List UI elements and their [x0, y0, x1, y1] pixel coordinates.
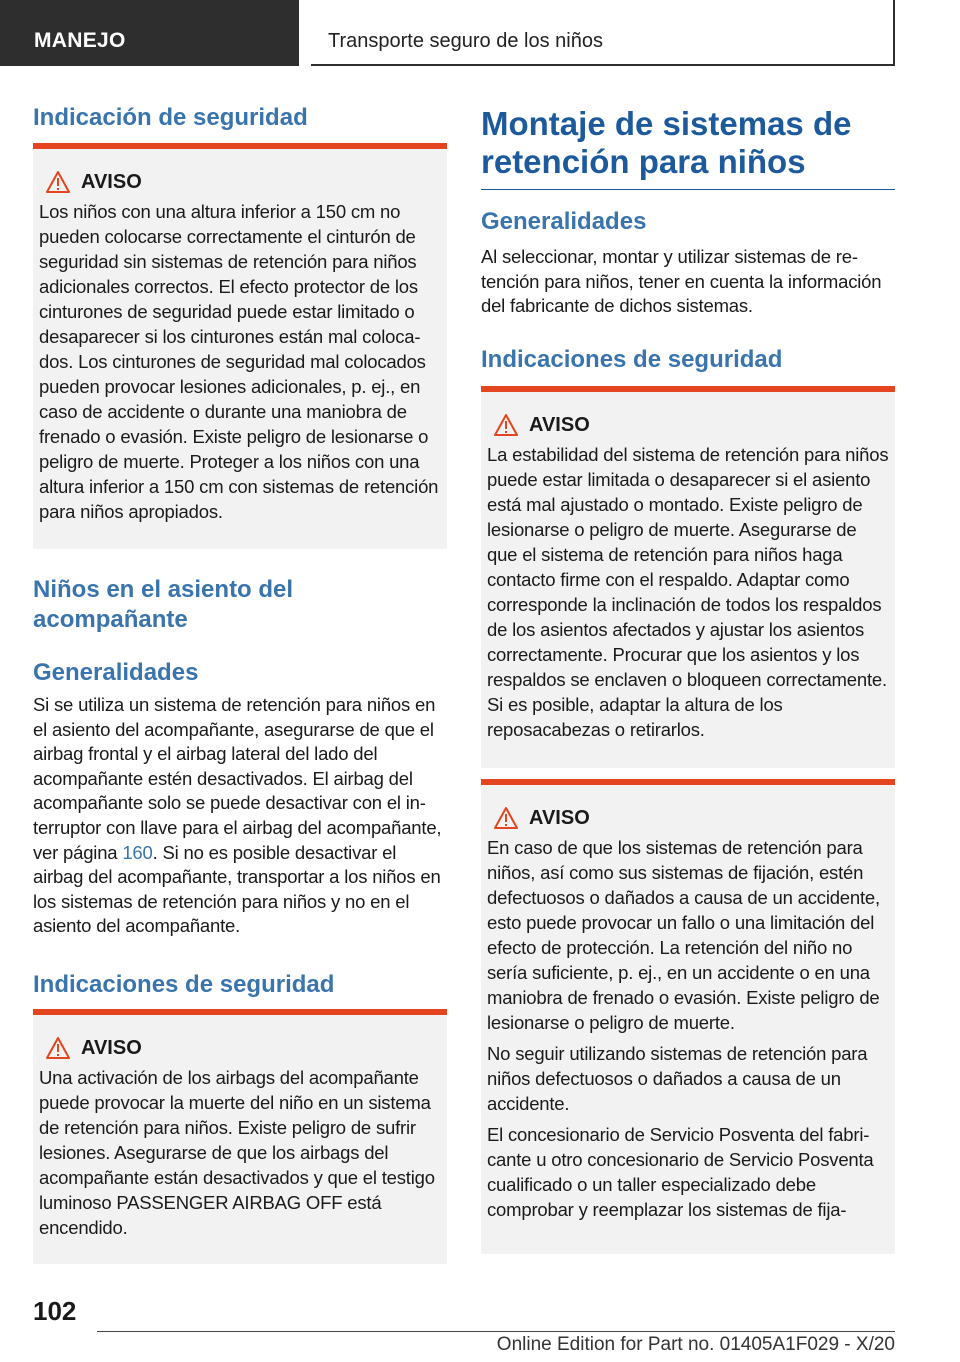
general-text-right: Al seleccionar, montar y utilizar sistemas de retención para niños, tener en cuenta la información del fabricante de dichos sistemas.	[481, 246, 882, 317]
warning-text: Los niños con una altura inferior a 150 cm no pueden colocarse correctamente el cinturón de seguridad sin sistemas de retención para niños adicionales correctos. El efecto protector de los cinturones de seguridad puede estar limitado o desaparecer si los cinturones están mal colocados. Los cinturones de seguridad mal colocados pueden provocar lesiones adicionales, p. ej., en caso de accidente o durante una maniobra de frenado o evasión. Existe peligro de lesionarse o peligro de muerte. Proteger a los niños con una altura inferior a 150 cm con sistemas de retención para niños apropiados.	[39, 201, 439, 522]
general-text-left	[33, 693, 447, 939]
warning-text: Una activación de los airbags del acompañante puede provocar la muerte del niño en un sistema de retención para niños. Existe peligro de sufrir lesiones. Asegurarse de que los airbags del acompañante están desactivados y que el testigo luminoso PASSENGER AIRBAG OFF está encendido.	[39, 1067, 435, 1238]
warning-label: AVISO	[529, 806, 590, 829]
page-number: 102	[33, 1296, 77, 1326]
heading-safety-right: Indicaciones de seguridad	[481, 346, 783, 373]
warning-label: AVISO	[529, 413, 590, 436]
heading-safety-left: Indicaciones de seguridad	[33, 971, 335, 998]
warning-box-stability	[481, 386, 895, 768]
warning-label: AVISO	[81, 170, 142, 193]
warning-triangle-icon	[45, 1036, 71, 1060]
warning-title	[39, 1035, 441, 1061]
heading-safety-indication: Indicación de seguridad	[33, 104, 308, 131]
warning-triangle-icon	[493, 806, 519, 830]
section-tab: MANEJO	[0, 0, 299, 66]
heading-passenger-seat: Niños en el asiento del acompañante	[33, 576, 294, 633]
heading-mounting: Montaje de sistemas de retención para niños	[481, 105, 895, 190]
chapter-title: Transporte seguro de los niños	[311, 0, 895, 66]
warning-text-3: El concesionario de Servicio Posventa del fabricante u otro concesionario de Servicio Posventa cualificado o un taller especializado debe comprobar y reemplazar los sistemas de fija-	[487, 1124, 874, 1220]
warning-title	[39, 169, 441, 195]
warning-box-airbag	[33, 1009, 447, 1264]
heading-general-right: Generalidades	[481, 208, 647, 235]
warning-box-defective	[481, 779, 895, 1254]
warning-title	[487, 805, 889, 831]
warning-triangle-icon	[493, 413, 519, 437]
page-link-160[interactable]: 160	[122, 841, 153, 863]
footer-edition: Online Edition for Part no. 01405A1F029 - X/20	[496, 1334, 895, 1355]
general-text-b: . Si no es posible desactivar el airbag del acompañante, transportar a los niños en los sistemas de retención para niños y no en el asiento del acompañante.	[33, 841, 441, 937]
warning-text-1: En caso de que los sistemas de retención para niños, así como sus sistemas de fijación, estén defectuosos o dañados a causa de un accidente, esto puede provocar un fallo o una limitación del efecto de protección. La retención del niño no sería suficiente, p. ej., en un accidente o en una maniobra de frenado o evasión. Existe peligro de lesionarse o peligro de muerte.	[487, 837, 880, 1033]
page-header	[0, 0, 960, 66]
warning-triangle-icon	[45, 170, 71, 194]
warning-label: AVISO	[81, 1036, 142, 1059]
general-text-a: Si se utiliza un sistema de retención para niños en el asiento del acompañante, asegurarse de que el airbag frontal y el airbag lateral del lado del acompañante estén desactivados. El airbag del acompañante solo se puede desactivar con el interruptor con llave para el airbag del acompañante, ver página	[33, 694, 442, 863]
warning-text: La estabilidad del sistema de retención para niños puede estar limitada o desaparecer si el asiento está mal ajustado o montado. Existe peligro de lesionarse o peligro de muerte. Asegurarse de que el sistema de retención para niños haga contacto firme con el respaldo. Adaptar como corresponde la inclinación de todos los respaldos de los asientos afectados y ajustar los asientos correctamente. Procurar que los asientos y los respaldos se enclaven o bloqueen correctamente. Si es posible, adaptar la altura de los reposacabezas o retirarlos.	[487, 444, 889, 740]
warning-title	[487, 412, 889, 438]
heading-general-left: Generalidades	[33, 659, 199, 686]
warning-text-2: No seguir utilizando sistemas de retención para niños defectuosos o dañados a causa de un accidente.	[487, 1043, 868, 1114]
warning-box-height	[33, 143, 447, 549]
footer-rule	[97, 1331, 895, 1332]
